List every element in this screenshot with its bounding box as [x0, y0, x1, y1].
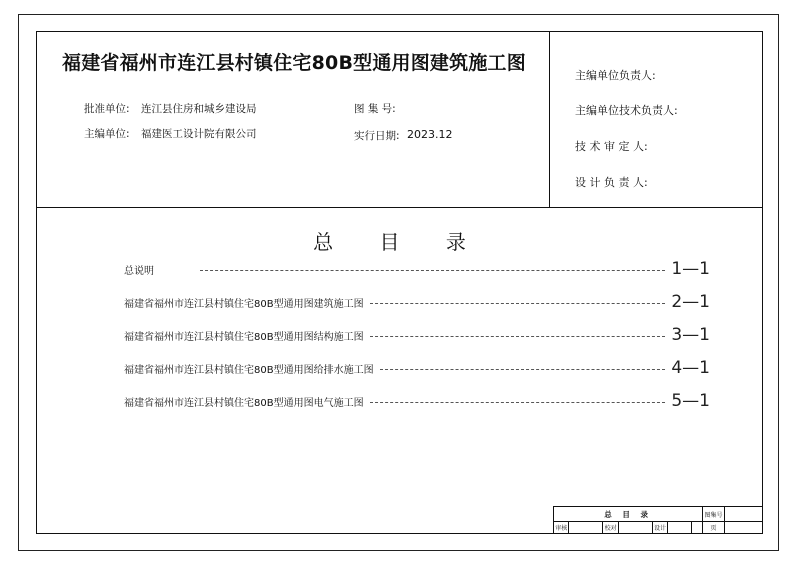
- title-block-atlas-no-value: [724, 507, 762, 522]
- approval-label: 批准单位:: [84, 103, 130, 115]
- toc-row: [124, 358, 710, 378]
- chief-tech-lead-label: 主编单位技术负责人:: [575, 104, 678, 117]
- title-block-proofread-value: [618, 522, 652, 534]
- design-lead-label: 设 计 负 责 人:: [575, 176, 648, 189]
- editor-value: 福建医工设计院有限公司: [141, 128, 257, 140]
- toc-entry-text: 福建省福州市连江县村镇住宅80B型通用图给排水施工图: [124, 364, 374, 376]
- toc-row: [124, 292, 710, 312]
- toc-leader-dots: [370, 303, 666, 304]
- title-block-design-value: [668, 522, 692, 534]
- toc-row: [124, 259, 710, 279]
- header-divider: [36, 207, 763, 208]
- header-vertical-divider: [549, 31, 550, 207]
- toc-page-number: 4—1: [671, 358, 710, 378]
- title-block-design-label: 设计: [652, 522, 667, 534]
- title-block-review-label: 审核: [554, 522, 569, 534]
- document-title: 福建省福州市连江县村镇住宅80B型通用图建筑施工图: [62, 52, 526, 74]
- title-block-page-value: [724, 522, 762, 534]
- toc-page-number: 5—1: [671, 391, 710, 411]
- atlas-number-label: 图 集 号:: [354, 103, 396, 115]
- technical-reviewer-label: 技 术 审 定 人:: [575, 140, 648, 153]
- title-block-spacer: [691, 522, 702, 534]
- effective-date-value: 2023.12: [407, 128, 453, 141]
- toc-entry-text: 福建省福州市连江县村镇住宅80B型通用图电气施工图: [124, 397, 364, 409]
- title-block-page-label: 页: [703, 522, 725, 534]
- title-block-review-value: [569, 522, 603, 534]
- toc-leader-dots: [370, 402, 666, 403]
- editor-label: 主编单位:: [84, 128, 130, 140]
- title-block: [553, 506, 763, 534]
- title-block-atlas-no-label: 图集号: [703, 507, 725, 522]
- toc-page-number: 3—1: [671, 325, 710, 345]
- effective-date-label: 实行日期:: [354, 130, 400, 142]
- toc-page-number: 1—1: [671, 259, 710, 279]
- toc-leader-dots: [200, 270, 665, 271]
- approval-value: 连江县住房和城乡建设局: [141, 103, 257, 115]
- toc-heading: 总 目 录: [313, 230, 486, 254]
- toc-leader-dots: [370, 336, 666, 337]
- toc-entry-text: 福建省福州市连江县村镇住宅80B型通用图建筑施工图: [124, 298, 364, 310]
- toc-entry-text: 总说明: [124, 265, 154, 277]
- toc-page-number: 2—1: [671, 292, 710, 312]
- toc-entry-text: 福建省福州市连江县村镇住宅80B型通用图结构施工图: [124, 331, 364, 343]
- toc-leader-dots: [380, 369, 666, 370]
- chief-editor-lead-label: 主编单位负责人:: [575, 69, 656, 82]
- toc-row: [124, 391, 710, 411]
- toc-row: [124, 325, 710, 345]
- title-block-name: 总 目 录: [554, 507, 703, 522]
- title-block-proofread-label: 校对: [603, 522, 618, 534]
